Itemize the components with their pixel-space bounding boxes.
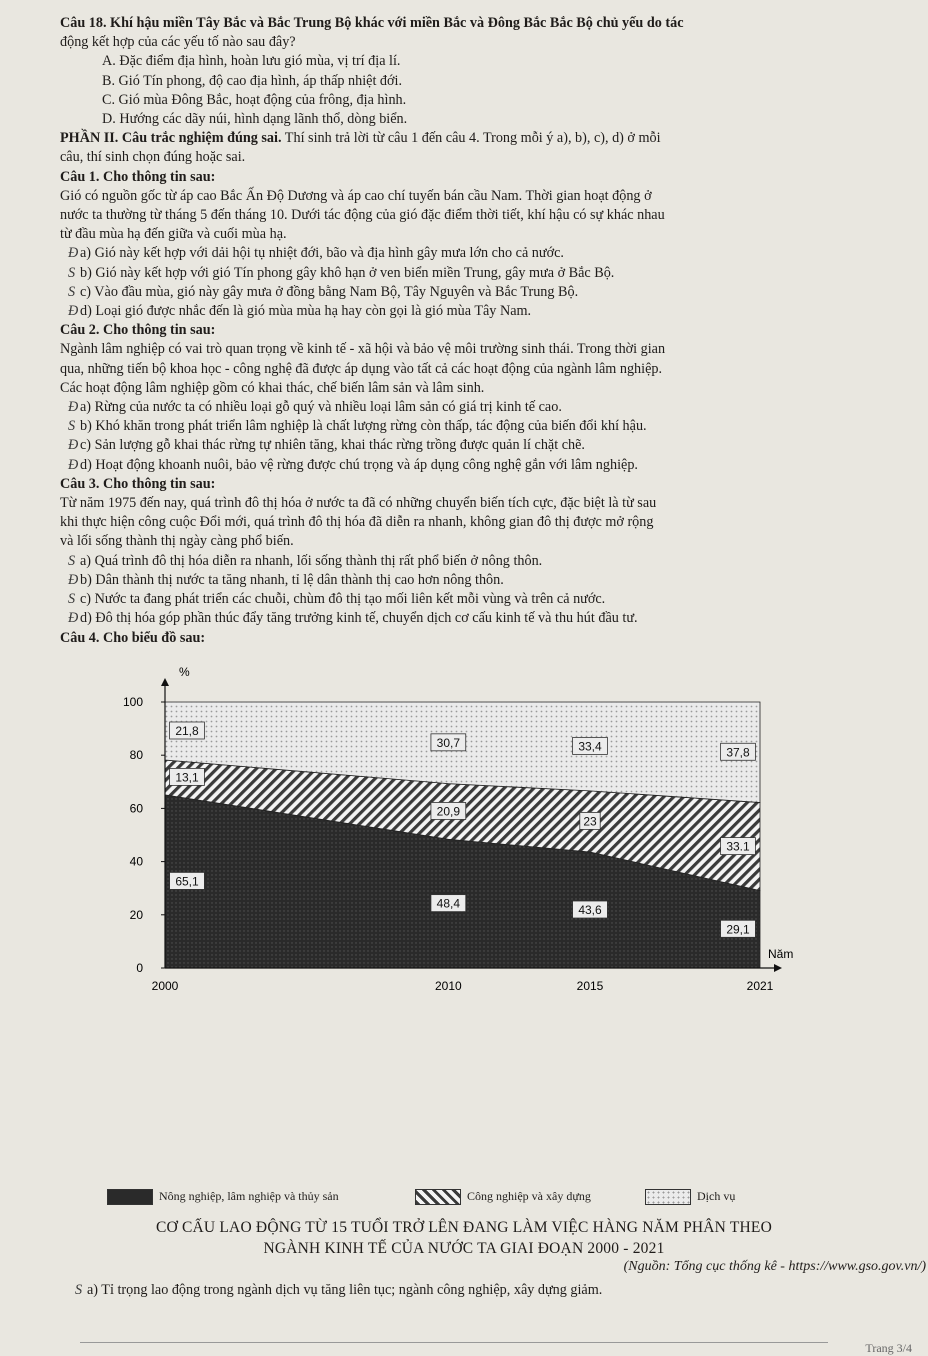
q18-option-b: B. Gió Tín phong, độ cao địa hình, áp thấp nhiệt đới. bbox=[102, 72, 403, 89]
q3-statement-d: Đ d) Đô thị hóa góp phần thúc đẩy tăng trưởng kinh tế, chuyển dịch cơ cấu kinh tế và thu hút đầu tư. bbox=[68, 610, 638, 627]
page-number: Trang 3/4 bbox=[865, 1341, 912, 1355]
data-label-công-2010 bbox=[431, 802, 466, 819]
legend-swatch-services bbox=[645, 1189, 691, 1205]
legend-label-services: Dịch vụ bbox=[697, 1189, 736, 1203]
data-label-nông-2021 bbox=[721, 920, 756, 937]
data-label-text: 33.1 bbox=[726, 839, 750, 854]
q18-option-c: C. Gió mùa Đông Bắc, hoạt động của frông, địa hình. bbox=[102, 91, 407, 108]
part2-heading-2: câu, thí sinh chọn đúng hoặc sai. bbox=[60, 149, 246, 166]
q2-paragraph-2: qua, những tiến bộ khoa học - công nghệ đã được áp dụng vào tất cả các hoạt động của ngành lâm nghiệp. bbox=[60, 360, 663, 377]
y-axis-title: % bbox=[179, 664, 190, 679]
q1-statement-d: Đ d) Loại gió được nhắc đến là gió mùa mùa hạ hay còn gọi là gió mùa Tây Nam. bbox=[68, 303, 532, 320]
q3-statement-b: Đ b) Dân thành thị nước ta tăng nhanh, tỉ lệ dân thành thị cao hơn nông thôn. bbox=[68, 571, 504, 588]
data-label-text: 21,8 bbox=[175, 723, 199, 738]
data-label-dịch-2021 bbox=[721, 743, 756, 760]
data-label-text: 13,1 bbox=[175, 770, 199, 785]
data-label-text: 43,6 bbox=[578, 902, 602, 917]
chart-caption-line2: NGÀNH KINH TẾ CỦA NƯỚC TA GIAI ĐOẠN 2000 - 2021 bbox=[263, 1240, 665, 1257]
q1-paragraph-3: từ đầu mùa hạ đến giữa và cuối mùa hạ. bbox=[60, 226, 287, 243]
data-label-text: 29,1 bbox=[726, 922, 750, 937]
q18-option-d: D. Hướng các dãy núi, hình dạng lãnh thổ, dòng biển. bbox=[102, 111, 408, 128]
q1-title: Câu 1. Cho thông tin sau: bbox=[60, 168, 216, 185]
data-label-text: 23 bbox=[583, 814, 597, 829]
legend-label-industry: Công nghiệp và xây dựng bbox=[467, 1189, 591, 1203]
y-tick-label-20: 20 bbox=[129, 907, 143, 922]
data-label-nông-2015 bbox=[573, 901, 608, 918]
data-label-nông-2010 bbox=[431, 894, 466, 911]
q4-title: Câu 4. Cho biểu đồ sau: bbox=[60, 629, 206, 646]
q18-stem-line1: Câu 18. Khí hậu miền Tây Bắc và Bắc Trung Bộ khác với miền Bắc và Đông Bắc Bắc Bộ chủ yếu do tác bbox=[60, 15, 684, 31]
data-label-công-2015 bbox=[580, 812, 600, 829]
legend-label-agriculture: Nông nghiệp, lâm nghiệp và thủy sản bbox=[159, 1189, 339, 1203]
q1-paragraph-2: nước ta thường từ tháng 5 đến tháng 10. Dưới tác động của gió đặc điểm thời tiết, khí hậu có sự khác nhau bbox=[60, 207, 665, 224]
y-tick-label-0: 0 bbox=[136, 960, 143, 975]
q2-statement-c: Đ c) Sản lượng gỗ khai thác rừng tự nhiên tăng, khai thác rừng trồng được quản lí chặt chẽ. bbox=[68, 437, 585, 454]
data-label-text: 30,7 bbox=[436, 735, 461, 750]
data-label-công-2021 bbox=[721, 837, 756, 854]
q1-statement-b: S b) Gió này kết hợp với gió Tín phong gây khô hạn ở ven biển miền Trung, gây mưa ở Bắc Bộ. bbox=[68, 264, 615, 281]
q4-statement-a: S a) Tỉ trọng lao động trong ngành dịch vụ tăng liên tục; ngành công nghiệp, xây dựng giảm. bbox=[75, 1282, 603, 1298]
q3-paragraph-2: khi thực hiện công cuộc Đổi mới, quá trình đô thị hóa đã diễn ra nhanh, không gian đô thị được mở rộng bbox=[60, 514, 654, 531]
q1-statement-a: Đ a) Gió này kết hợp với dải hội tụ nhiệt đới, bão và địa hình gây mưa lớn cho cả nước. bbox=[68, 245, 564, 262]
chart-legend bbox=[107, 1188, 827, 1208]
data-label-nông-2000 bbox=[170, 872, 205, 889]
data-label-công-2000 bbox=[170, 768, 205, 785]
q1-paragraph-1: Gió có nguồn gốc từ áp cao Bắc Ấn Độ Dương và áp cao chí tuyến bán cầu Nam. Thời gian hoạt động ở bbox=[60, 187, 652, 204]
y-tick-label-80: 80 bbox=[129, 747, 143, 762]
x-axis-arrow bbox=[774, 964, 782, 972]
q2-statement-a: Đ a) Rừng của nước ta có nhiều loại gỗ quý và nhiều loại lâm sản có giá trị kinh tế cao. bbox=[68, 399, 562, 416]
legend-swatch-agriculture bbox=[107, 1189, 153, 1205]
stacked-area-chart bbox=[60, 650, 910, 1000]
chart-caption-block bbox=[0, 1217, 928, 1300]
data-label-text: 48,4 bbox=[436, 896, 461, 911]
q18-stem-line2: động kết hợp của các yếu tố nào sau đây? bbox=[60, 34, 296, 51]
chart-caption-line1: CƠ CẤU LAO ĐỘNG TỪ 15 TUỔI TRỞ LÊN ĐANG LÀM VIỆC HÀNG NĂM PHÂN THEO bbox=[155, 1219, 772, 1236]
legend-swatch-industry bbox=[415, 1189, 461, 1205]
y-tick-label-60: 60 bbox=[129, 801, 143, 816]
chart-source: (Nguồn: Tổng cục thống kê - https://www.gso.gov.vn/) bbox=[623, 1259, 926, 1274]
q1-statement-c: S c) Vào đầu mùa, gió này gây mưa ở đồng bằng Nam Bộ, Tây Nguyên và Bắc Trung Bộ. bbox=[68, 283, 579, 300]
q3-paragraph-1: Từ năm 1975 đến nay, quá trình đô thị hóa ở nước ta đã có những chuyển biến tích cực, đặc biệt là từ sau bbox=[60, 495, 657, 512]
data-label-dịch-2000 bbox=[170, 722, 205, 739]
q2-paragraph-1: Ngành lâm nghiệp có vai trò quan trọng về kinh tế - xã hội và bảo vệ môi trường sinh thái. Trong thời gian bbox=[60, 341, 666, 358]
q3-statement-c: S c) Nước ta đang phát triển các chuỗi, chùm đô thị tạo mối liên kết mỗi vùng và trên cả nước. bbox=[68, 591, 606, 608]
q2-statement-b: S b) Khó khăn trong phát triển lâm nghiệp là chất lượng rừng còn thấp, tác động của biến đổi khí hậu. bbox=[68, 418, 647, 435]
x-tick-label-2015: 2015 bbox=[576, 978, 604, 993]
q2-title: Câu 2. Cho thông tin sau: bbox=[60, 322, 216, 339]
data-label-dịch-2015 bbox=[573, 737, 608, 754]
q3-statement-a: S a) Quá trình đô thị hóa diễn ra nhanh, lối sống thành thị rất phổ biến ở nông thôn. bbox=[68, 552, 543, 569]
q18-option-a: A. Đặc điểm địa hình, hoàn lưu gió mùa, vị trí địa lí. bbox=[102, 53, 401, 70]
x-tick-label-2010: 2010 bbox=[434, 978, 462, 993]
q2-statement-d: Đ d) Hoạt động khoanh nuôi, bảo vệ rừng được chú trọng và áp dụng công nghệ gắn với lâm nghiệp. bbox=[68, 456, 638, 473]
bottom-rule bbox=[80, 1342, 828, 1343]
data-label-text: 65,1 bbox=[175, 874, 199, 889]
y-tick-label-100: 100 bbox=[122, 694, 143, 709]
data-label-text: 33,4 bbox=[578, 739, 602, 754]
data-label-dịch-2010 bbox=[431, 734, 466, 751]
chart-svg bbox=[122, 650, 875, 1000]
data-label-text: 20,9 bbox=[436, 804, 461, 819]
data-label-text: 37,8 bbox=[726, 744, 750, 759]
x-axis-title: Năm bbox=[768, 946, 794, 961]
y-tick-label-40: 40 bbox=[129, 854, 143, 869]
q3-title: Câu 3. Cho thông tin sau: bbox=[60, 475, 216, 492]
part2-heading: PHẦN II. Câu trắc nghiệm đúng sai. Thí sinh trả lời từ câu 1 đến câu 4. Trong mỗi ý a), b), c), d) ở mỗi bbox=[60, 130, 661, 147]
x-tick-label-2000: 2000 bbox=[151, 978, 179, 993]
x-tick-label-2021: 2021 bbox=[746, 978, 774, 993]
y-axis-arrow bbox=[161, 678, 169, 686]
q3-paragraph-3: và lối sống thành thị ngày càng phổ biến. bbox=[60, 533, 294, 550]
q2-paragraph-3: Các hoạt động lâm nghiệp gồm có khai thác, chế biến lâm sản và lâm sinh. bbox=[60, 379, 485, 396]
